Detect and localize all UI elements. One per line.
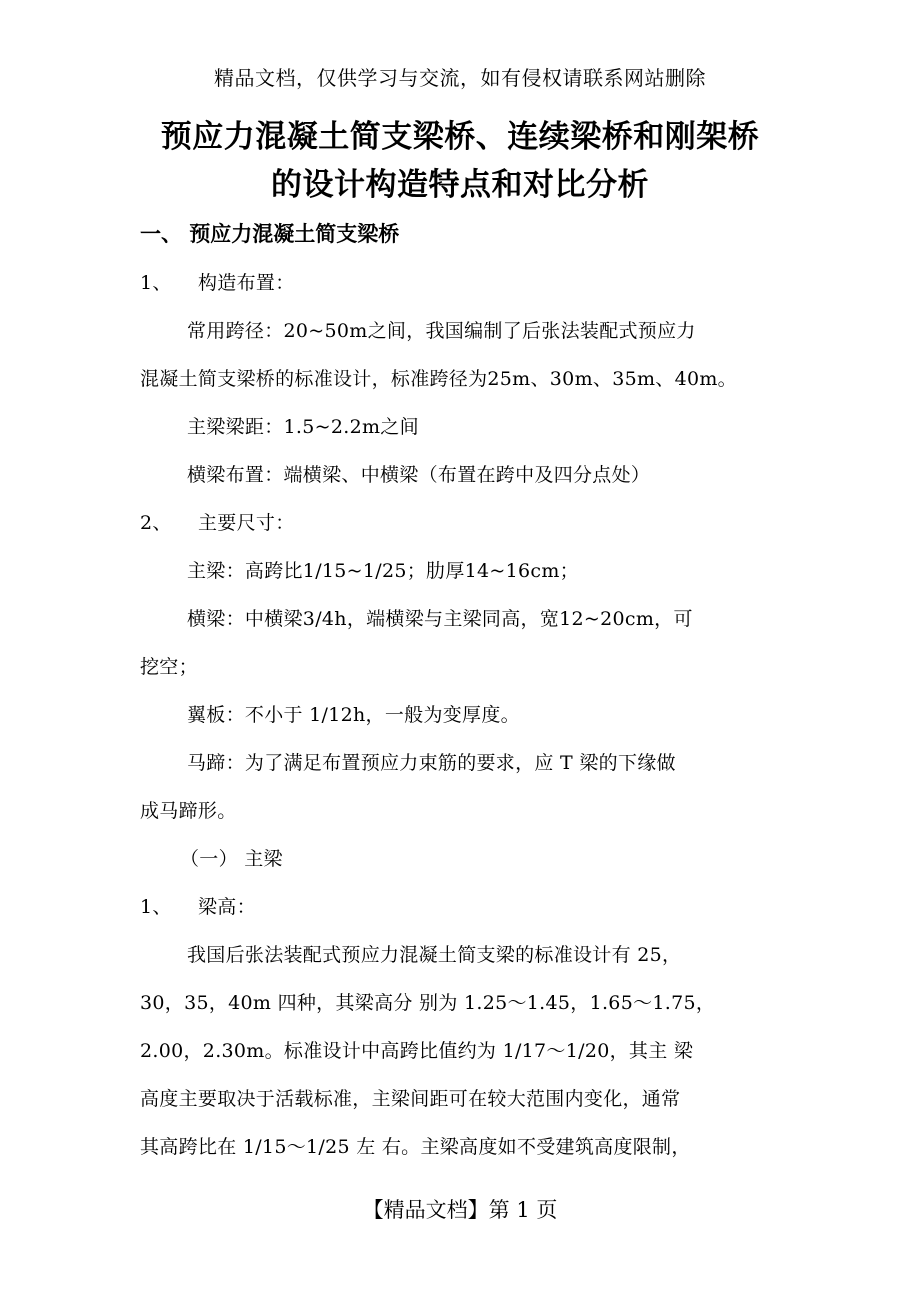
paragraph-line: 横梁布置：端横梁、中横梁（布置在跨中及四分点处） bbox=[187, 464, 651, 486]
list-item-dimensions bbox=[140, 508, 295, 538]
section-heading: 一、 预应力混凝土简支梁桥 bbox=[140, 222, 400, 246]
subsection-heading: （一） 主梁 bbox=[180, 848, 283, 870]
paragraph-line: 翼板：不小于 1/12h，一般为变厚度。 bbox=[187, 704, 520, 726]
list-number: 1、 bbox=[140, 272, 172, 294]
paragraph-line: 其高跨比在 1/15～1/25 左 右。主梁高度如不受建筑高度限制， bbox=[140, 1136, 691, 1158]
document-title-line-2: 的设计构造特点和对比分析 bbox=[271, 167, 649, 203]
paragraph-line: 马蹄：为了满足布置预应力束筋的要求，应 T 梁的下缘做 bbox=[187, 752, 676, 774]
list-number: 2、 bbox=[140, 512, 172, 534]
paragraph-line: 横梁：中横梁3/4h，端横梁与主梁同高，宽12~20cm，可 bbox=[187, 608, 693, 630]
list-number: 1、 bbox=[140, 896, 172, 918]
paragraph-line: 我国后张法装配式预应力混凝土简支梁的标准设计有 25， bbox=[187, 944, 682, 966]
paragraph-line: 2.00，2.30m。标准设计中高跨比值约为 1/17～1/20，其主 梁 bbox=[140, 1040, 694, 1062]
paragraph-line: 主梁：高跨比1/15~1/25；肋厚14~16cm； bbox=[187, 560, 579, 582]
paragraph-line: 30，35，40m 四种，其梁高分 别为 1.25～1.45，1.65～1.75， bbox=[140, 992, 716, 1014]
paragraph-line: 常用跨径：20~50m之间，我国编制了后张法装配式预应力 bbox=[187, 320, 696, 342]
document-title-line-1: 预应力混凝土简支梁桥、连续梁桥和刚架桥 bbox=[160, 119, 760, 155]
list-item-beam-height bbox=[140, 892, 256, 922]
paragraph-line: 高度主要取决于活载标准，主梁间距可在较大范围内变化，通常 bbox=[140, 1088, 681, 1110]
list-label: 构造布置： bbox=[198, 272, 295, 294]
header-note: 精品文档，仅供学习与交流，如有侵权请联系网站删除 bbox=[214, 66, 706, 90]
list-label: 梁高： bbox=[198, 896, 256, 918]
paragraph-line: 主梁梁距：1.5~2.2m之间 bbox=[187, 416, 419, 438]
list-item-layout bbox=[140, 268, 295, 298]
paragraph-line: 挖空； bbox=[140, 656, 198, 678]
paragraph-line: 混凝土简支梁桥的标准设计，标准跨径为25m、30m、35m、40m。 bbox=[140, 368, 737, 390]
list-label: 主要尺寸： bbox=[198, 512, 295, 534]
paragraph-line: 成马蹄形。 bbox=[140, 800, 237, 822]
page-footer: 【精品文档】第 1 页 bbox=[362, 1198, 558, 1222]
